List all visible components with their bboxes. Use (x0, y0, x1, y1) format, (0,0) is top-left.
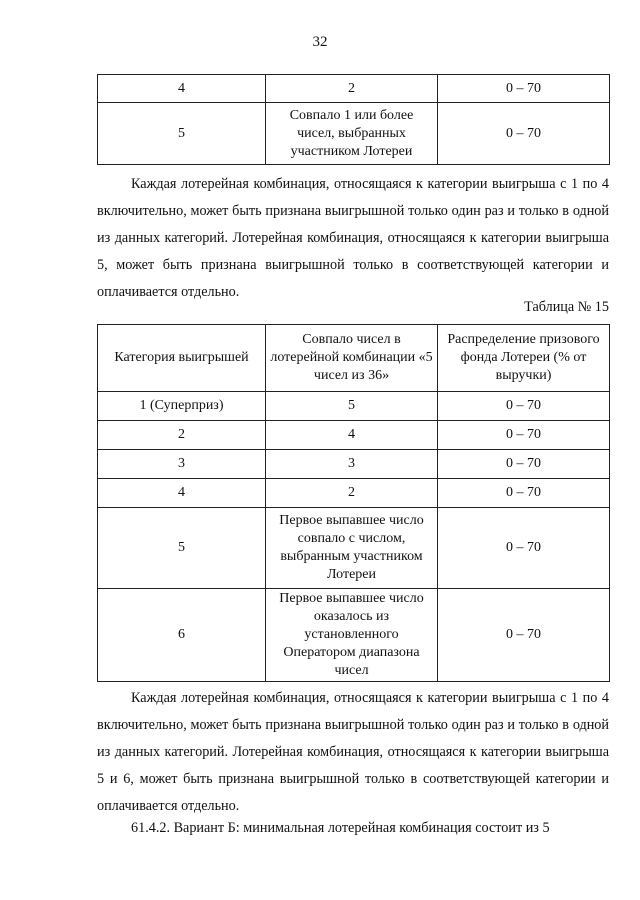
matched-cell: 2 (266, 479, 438, 508)
matched-cell: Совпало 1 или более чисел, выбранных участником Лотереи (266, 103, 438, 165)
distribution-cell: 0 – 70 (438, 103, 610, 165)
category-cell: 5 (98, 103, 266, 165)
table-row (98, 421, 610, 450)
table-row (98, 450, 610, 479)
table-row (98, 103, 610, 165)
column-header: Категория выигрышей (98, 325, 266, 392)
category-cell: 1 (Суперприз) (98, 392, 266, 421)
page-number: 32 (312, 34, 328, 50)
prize-table-continued (97, 74, 610, 165)
matched-cell: 4 (266, 421, 438, 450)
distribution-cell: 0 – 70 (438, 508, 610, 589)
column-header: Распределение призового фонда Лотереи (% от выручки) (438, 325, 610, 392)
paragraph-section-61-4-2 (97, 815, 609, 842)
matched-cell: 5 (266, 392, 438, 421)
table-caption: Таблица № 15 (524, 299, 609, 315)
paragraph-text: Каждая лотерейная комбинация, относящаяся к категории выигрыша с 1 по 4 включительно, может быть признана выигрышной только один раз и только в одной из данных категорий. Лотерейная комбинация, относящаяся к категории выигрыша 5 и 6, может быть признана выигрышной только в соответствующей категории и оплачивается отдельно. (97, 690, 609, 814)
paragraph-text: Каждая лотерейная комбинация, относящаяся к категории выигрыша с 1 по 4 включительно, может быть признана выигрышной только один раз и только в одной из данных категорий. Лотерейная комбинация, относящаяся к категории выигрыша 5, может быть признана выигрышной только в соответствующей категории и оплачивается отдельно. (97, 176, 609, 300)
matched-cell: 3 (266, 450, 438, 479)
table-row (98, 479, 610, 508)
matched-cell: Первое выпавшее число оказалось из установленного Оператором диапазона чисел (266, 589, 438, 682)
paragraph-rules-2 (97, 685, 609, 820)
distribution-cell: 0 – 70 (438, 450, 610, 479)
paragraph-rules-1 (97, 171, 609, 306)
distribution-cell: 0 – 70 (438, 479, 610, 508)
category-cell: 2 (98, 421, 266, 450)
category-cell: 6 (98, 589, 266, 682)
distribution-cell: 0 – 70 (438, 589, 610, 682)
category-cell: 4 (98, 479, 266, 508)
category-cell: 4 (98, 75, 266, 103)
paragraph-text: 61.4.2. Вариант Б: минимальная лотерейная комбинация состоит из 5 (131, 820, 550, 836)
column-header: Совпало чисел в лотерейной комбинации «5 чисел из 36» (266, 325, 438, 392)
table-row (98, 508, 610, 589)
table-header-row (98, 325, 610, 392)
table-row (98, 392, 610, 421)
category-cell: 3 (98, 450, 266, 479)
table-row (98, 589, 610, 682)
matched-cell: Первое выпавшее число совпало с числом, выбранным участником Лотереи (266, 508, 438, 589)
distribution-cell: 0 – 70 (438, 421, 610, 450)
matched-cell: 2 (266, 75, 438, 103)
table-row (98, 75, 610, 103)
distribution-cell: 0 – 70 (438, 75, 610, 103)
prize-table-15 (97, 324, 610, 682)
category-cell: 5 (98, 508, 266, 589)
distribution-cell: 0 – 70 (438, 392, 610, 421)
